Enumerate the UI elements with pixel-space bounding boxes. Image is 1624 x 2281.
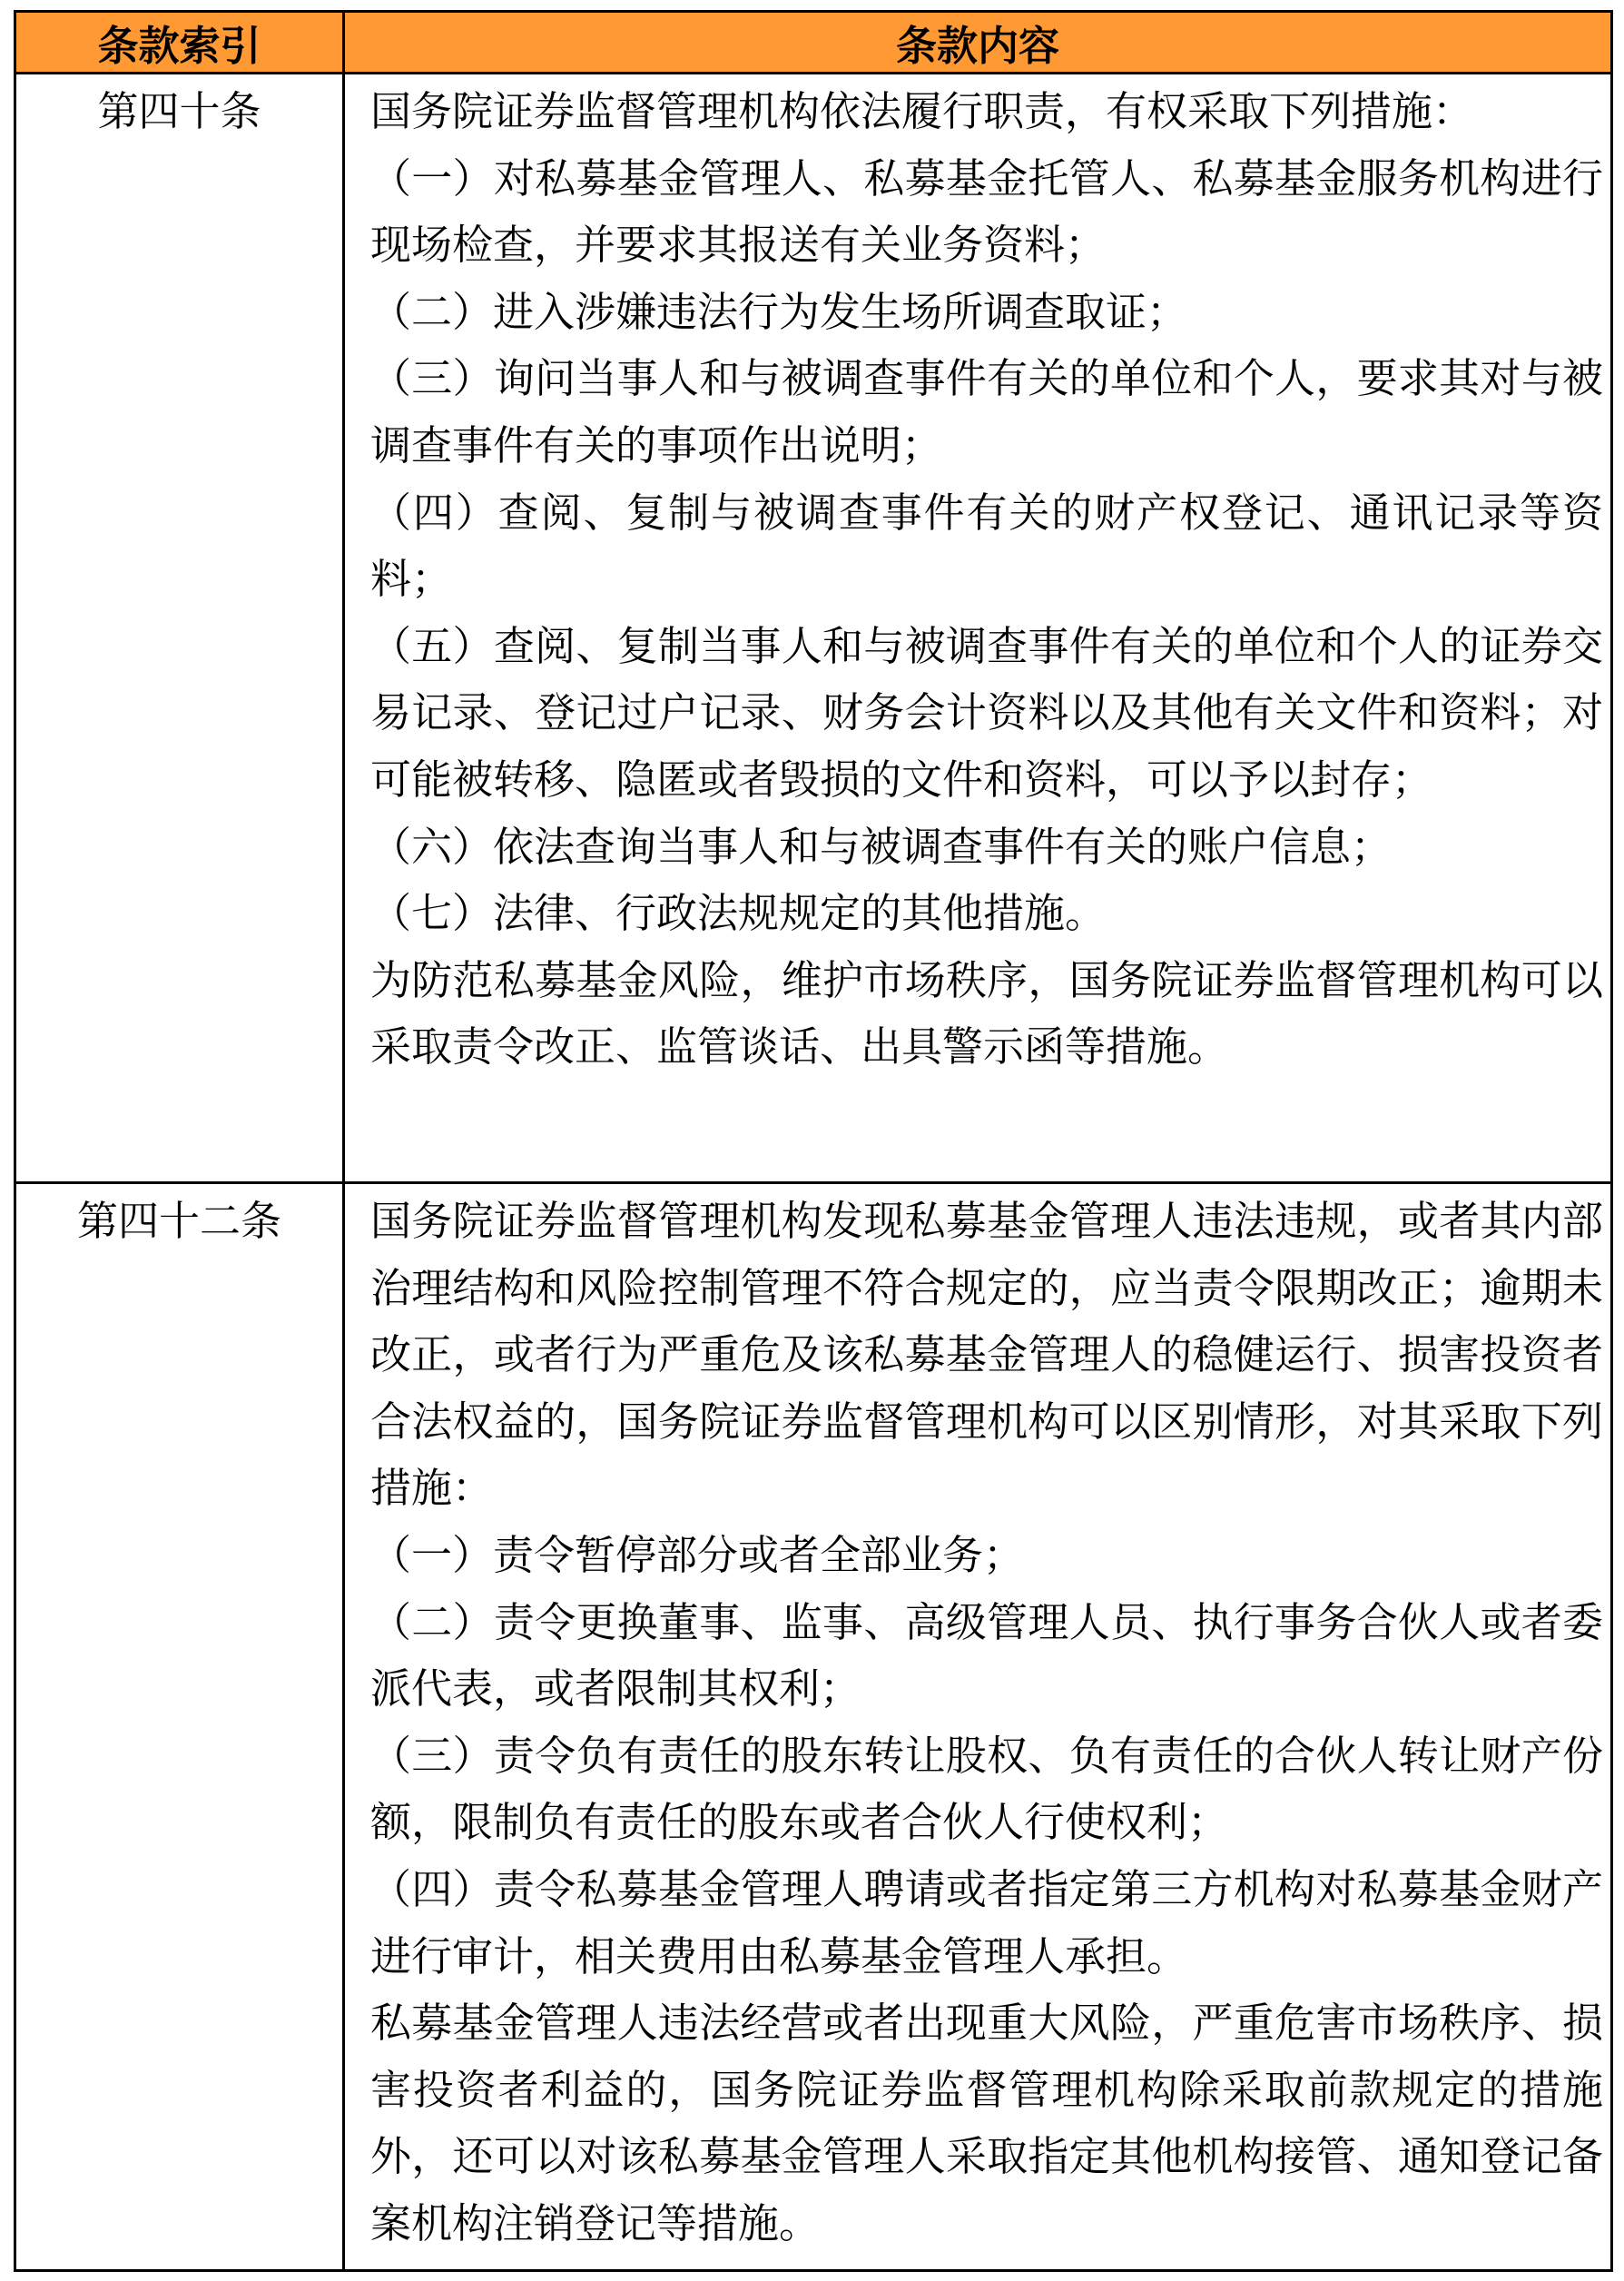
clause-item: （六）依法查询当事人和与被调查事件有关的账户信息； bbox=[370, 822, 1393, 871]
table-row bbox=[15, 74, 1612, 1183]
clause-paragraph: 国务院证券监督管理机构依法履行职责，有权采取下列措施： bbox=[370, 87, 1474, 135]
clause-index-cell: 第四十二条 bbox=[15, 1183, 344, 2271]
clause-content-cell bbox=[344, 74, 1612, 1183]
clause-item: （二）进入涉嫌违法行为发生场所调查取证； bbox=[370, 287, 1188, 336]
table-header-row bbox=[15, 12, 1612, 74]
header-clause-content: 条款内容 bbox=[344, 12, 1612, 74]
clause-paragraph: 为防范私募基金风险，维护市场秩序，国务院证券监督管理机构可以采取责令改正、监管谈话、出具警示函等措施。 bbox=[370, 955, 1603, 1071]
header-clause-index: 条款索引 bbox=[15, 12, 344, 74]
clause-content-cell bbox=[344, 1183, 1612, 2271]
clause-item: （四）责令私募基金管理人聘请或者指定第三方机构对私募基金财产进行审计，相关费用由私募基金管理人承担。 bbox=[370, 1864, 1603, 1980]
table-row bbox=[15, 1183, 1612, 2271]
clause-item: （三）询问当事人和与被调查事件有关的单位和个人，要求其对与被调查事件有关的事项作出说明； bbox=[370, 354, 1603, 469]
clause-paragraph: 私募基金管理人违法经营或者出现重大风险，严重危害市场秩序、损害投资者利益的，国务院证券监督管理机构除采取前款规定的措施外，还可以对该私募基金管理人采取指定其他机构接管、通知登记备案机构注销登记等措施。 bbox=[370, 1999, 1603, 2247]
clause-item: （五）查阅、复制当事人和与被调查事件有关的单位和个人的证券交易记录、登记过户记录、财务会计资料以及其他有关文件和资料；对可能被转移、隐匿或者毁损的文件和资料，可以予以封存； bbox=[370, 621, 1603, 804]
clause-table bbox=[14, 10, 1613, 2272]
clause-item: （一）对私募基金管理人、私募基金托管人、私募基金服务机构进行现场检查，并要求其报送有关业务资料； bbox=[370, 153, 1603, 270]
clause-item: （四）查阅、复制与被调查事件有关的财产权登记、通讯记录等资料； bbox=[370, 488, 1603, 604]
clause-item: （二）责令更换董事、监事、高级管理人员、执行事务合伙人或者委派代表，或者限制其权利； bbox=[370, 1597, 1603, 1713]
clause-item: （一）责令暂停部分或者全部业务； bbox=[370, 1530, 1025, 1579]
clause-item: （七）法律、行政法规规定的其他措施。 bbox=[370, 889, 1107, 938]
clause-paragraph: 国务院证券监督管理机构发现私募基金管理人违法违规，或者其内部治理结构和风险控制管理不符合规定的，应当责令限期改正；逾期未改正，或者行为严重危及该私募基金管理人的稳健运行、损害投资者合法权益的，国务院证券监督管理机构可以区别情形，对其采取下列措施： bbox=[370, 1197, 1603, 1513]
clause-item: （三）责令负有责任的股东转让股权、负有责任的合伙人转让财产份额，限制负有责任的股东或者合伙人行使权利； bbox=[370, 1731, 1603, 1847]
clause-index-cell: 第四十条 bbox=[15, 74, 344, 1183]
